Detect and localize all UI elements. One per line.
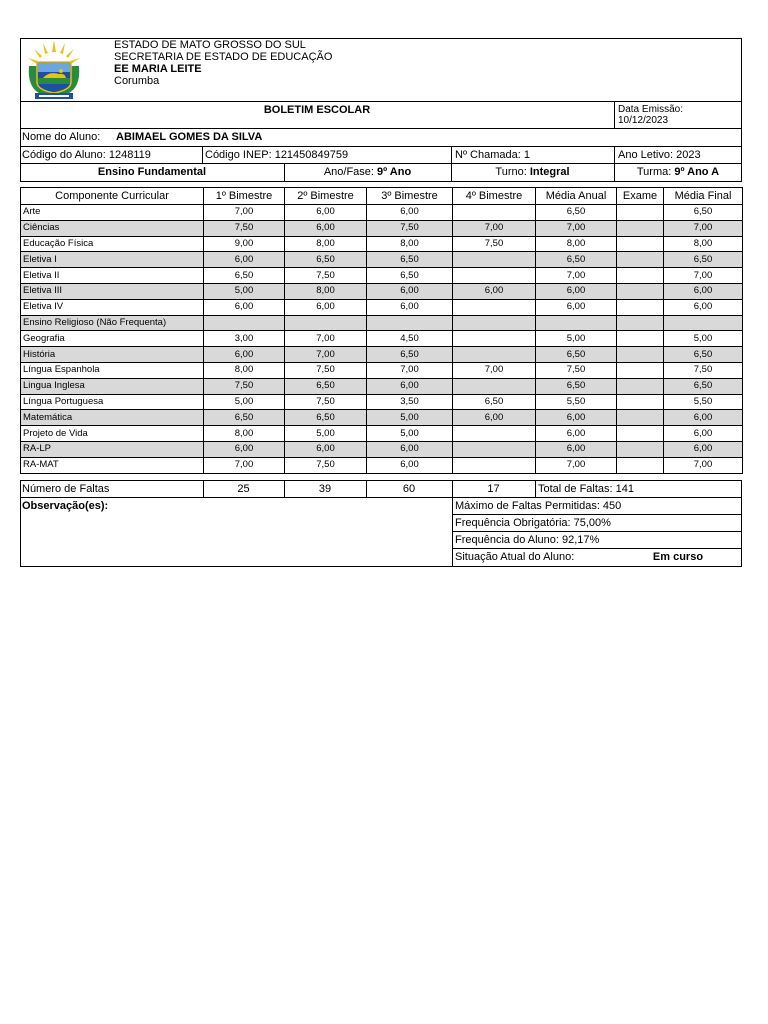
grade-cell: 6,00 [664, 441, 743, 457]
student-attendance: Frequência do Aluno: 92,17% [455, 534, 600, 546]
grade-cell: 7,50 [204, 378, 285, 394]
col-header: Exame [617, 188, 664, 205]
grade-cell: 5,00 [367, 410, 453, 426]
grade-cell: 5,00 [664, 331, 743, 347]
grade-cell: 6,00 [453, 410, 536, 426]
col-header: 3º Bimestre [367, 188, 453, 205]
grade-cell: 6,00 [664, 283, 743, 299]
grade-cell [284, 166, 451, 179]
state-crest-logo [21, 38, 87, 102]
grade-cell [617, 362, 664, 378]
status-label: Situação Atual do Aluno: [455, 551, 575, 563]
grade-cell: 6,50 [204, 268, 285, 284]
grade-cell [536, 315, 617, 331]
grade-cell: 7,50 [285, 362, 367, 378]
grade-cell: 6,00 [204, 441, 285, 457]
grade-cell: 6,00 [367, 283, 453, 299]
grade-cell: 7,50 [536, 362, 617, 378]
subject-name: Eletiva IV [21, 299, 204, 315]
grade-cell: 7,00 [204, 457, 285, 473]
subject-name: Língua Portuguesa [21, 394, 204, 410]
col-header: Componente Curricular [21, 188, 204, 205]
grade-cell: 6,00 [285, 220, 367, 236]
table-row [21, 394, 743, 410]
student-name: ABIMAEL GOMES DA SILVA [116, 131, 263, 143]
grade-cell [617, 410, 664, 426]
grade-cell: 6,00 [367, 299, 453, 315]
report-title: BOLETIM ESCOLAR [263, 104, 371, 116]
grades-table [20, 187, 743, 474]
absences-q3: 60 [402, 483, 416, 495]
table-row [21, 378, 743, 394]
absences-q1: 25 [237, 483, 250, 495]
grade-cell: 6,00 [664, 426, 743, 442]
grade-cell: 6,00 [204, 299, 285, 315]
absences-label: Número de Faltas [22, 483, 110, 495]
grade-cell: 6,00 [536, 410, 617, 426]
grade-cell [367, 315, 453, 331]
grade-cell: 7,00 [536, 268, 617, 284]
grade-cell: 6,50 [285, 378, 367, 394]
col-header: 4º Bimestre [453, 188, 536, 205]
grade-cell: 5,50 [664, 394, 743, 410]
grade-cell: 6,50 [204, 410, 285, 426]
grade-cell: 6,50 [367, 347, 453, 363]
col-header: Média Anual [536, 188, 617, 205]
grade-cell: 3,00 [204, 331, 285, 347]
subject-name: Educação Física [21, 236, 204, 252]
grade-cell: 6,00 [367, 378, 453, 394]
grade-cell [453, 378, 536, 394]
subject-name: RA-LP [21, 441, 204, 457]
grade-cell [617, 315, 664, 331]
grade-cell [617, 347, 664, 363]
table-row [21, 362, 743, 378]
table-row [21, 236, 743, 252]
header-secretariat: SECRETARIA DE ESTADO DE EDUCAÇÃO [114, 51, 333, 63]
grade-cell: 8,00 [367, 236, 453, 252]
table-row [21, 315, 743, 331]
table-row [21, 283, 743, 299]
education-level: Ensino Fundamental [97, 166, 207, 178]
grade-cell: 6,50 [367, 268, 453, 284]
grade-cell: 7,50 [367, 220, 453, 236]
subject-name: Eletiva II [21, 268, 204, 284]
grade-cell [617, 252, 664, 268]
grade-cell: 7,00 [664, 220, 743, 236]
grade-cell: 5,00 [536, 331, 617, 347]
header-school: EE MARIA LEITE [114, 63, 202, 75]
grade-cell: 7,50 [285, 394, 367, 410]
grade-cell: 7,00 [285, 331, 367, 347]
student-code: Código do Aluno: 1248119 [22, 149, 151, 161]
subject-name: RA-MAT [21, 457, 204, 473]
subject-name: Língua Espanhola [21, 362, 204, 378]
grade-cell [617, 220, 664, 236]
grade-cell: 5,50 [536, 394, 617, 410]
grade-cell: 8,00 [536, 236, 617, 252]
grade-cell: 7,50 [204, 220, 285, 236]
subject-name: Geografia [21, 331, 204, 347]
grade-cell: 6,50 [664, 378, 743, 394]
subject-name: Eletiva I [21, 252, 204, 268]
grade-value: 9º Ano [377, 166, 412, 178]
grade-cell: 6,00 [285, 299, 367, 315]
table-row [21, 220, 743, 236]
grade-cell [453, 347, 536, 363]
grade-cell: 5,00 [285, 426, 367, 442]
grade-cell: 6,00 [536, 426, 617, 442]
grade-cell: 8,00 [204, 362, 285, 378]
grade-cell: 6,50 [536, 205, 617, 221]
grade-cell: 6,00 [285, 205, 367, 221]
grade-cell: 7,00 [536, 220, 617, 236]
subject-name: Eletiva III [21, 283, 204, 299]
grade-cell: 6,00 [536, 441, 617, 457]
grade-cell: 6,00 [664, 299, 743, 315]
table-row [21, 331, 743, 347]
table-row [21, 252, 743, 268]
observations-label: Observação(es): [22, 500, 109, 512]
required-attendance: Frequência Obrigatória: 75,00% [455, 517, 611, 529]
absences-q4: 17 [487, 483, 500, 495]
grade-cell: 9,00 [204, 236, 285, 252]
header-city: Corumba [114, 75, 160, 87]
grade-cell [617, 299, 664, 315]
grade-cell [453, 457, 536, 473]
grade-cell: 6,00 [204, 347, 285, 363]
subject-name: Arte [21, 205, 204, 221]
grade-cell: 6,50 [453, 394, 536, 410]
grade-label: Ano/Fase: [323, 166, 374, 178]
grade-cell [617, 441, 664, 457]
grade-cell: 5,00 [204, 394, 285, 410]
table-row [21, 205, 743, 221]
grade-cell [617, 268, 664, 284]
grade-cell [617, 205, 664, 221]
grade-cell: 8,00 [285, 283, 367, 299]
grade-cell [453, 252, 536, 268]
grade-cell: 7,50 [453, 236, 536, 252]
subject-name: Lingua Inglesa [21, 378, 204, 394]
class-cell [614, 166, 742, 179]
grade-cell [453, 331, 536, 347]
table-row [21, 268, 743, 284]
grade-cell: 7,00 [453, 220, 536, 236]
grade-cell: 6,00 [453, 283, 536, 299]
grade-cell: 7,00 [453, 362, 536, 378]
absences-total: Total de Faltas: 141 [538, 483, 635, 495]
table-row [21, 299, 743, 315]
subject-name: Projeto de Vida [21, 426, 204, 442]
grade-cell [453, 268, 536, 284]
table-row [21, 457, 743, 473]
grade-cell: 6,00 [367, 441, 453, 457]
grade-cell: 6,50 [285, 252, 367, 268]
grade-cell: 6,00 [664, 410, 743, 426]
grade-cell: 6,50 [536, 252, 617, 268]
student-name-label: Nome do Aluno: [22, 131, 101, 143]
grade-cell: 6,00 [285, 441, 367, 457]
emission-label: Data Emissão: [618, 104, 684, 115]
grade-cell: 7,00 [664, 457, 743, 473]
emission-date: 10/12/2023 [618, 115, 669, 126]
inep-code: Código INEP: 121450849759 [205, 149, 349, 161]
grade-cell [617, 426, 664, 442]
grade-cell: 7,00 [536, 457, 617, 473]
grade-cell: 6,00 [367, 205, 453, 221]
grade-cell [285, 315, 367, 331]
grade-cell: 6,50 [664, 347, 743, 363]
table-row [21, 426, 743, 442]
subject-name: História [21, 347, 204, 363]
grade-cell [453, 315, 536, 331]
grade-cell [453, 299, 536, 315]
absences-q2: 39 [318, 483, 332, 495]
class-value: 9º Ano A [674, 166, 720, 178]
grade-cell: 6,50 [536, 347, 617, 363]
table-row [21, 441, 743, 457]
grade-cell: 7,50 [664, 362, 743, 378]
table-row [21, 410, 743, 426]
grade-cell: 7,50 [285, 268, 367, 284]
grades-body [21, 205, 743, 474]
shift-cell [451, 166, 614, 179]
col-header: 1º Bimestre [204, 188, 285, 205]
subject-name: Ciências [21, 220, 204, 236]
grade-cell: 4,50 [367, 331, 453, 347]
header-state: ESTADO DE MATO GROSSO DO SUL [114, 39, 306, 51]
grade-cell: 7,00 [285, 347, 367, 363]
grade-cell [617, 283, 664, 299]
grade-cell [453, 205, 536, 221]
grade-cell: 7,00 [367, 362, 453, 378]
grade-cell: 6,50 [285, 410, 367, 426]
max-absences: Máximo de Faltas Permitidas: 450 [455, 500, 622, 512]
status-value: Em curso [652, 551, 704, 563]
grade-cell: 8,00 [664, 236, 743, 252]
grade-cell: 6,00 [536, 283, 617, 299]
grades-header-row [21, 188, 743, 205]
grade-cell: 8,00 [285, 236, 367, 252]
grade-cell [617, 331, 664, 347]
grade-cell [617, 236, 664, 252]
grade-cell: 6,00 [367, 457, 453, 473]
grade-cell: 6,00 [536, 299, 617, 315]
grade-cell [617, 457, 664, 473]
grade-cell [617, 394, 664, 410]
grade-cell: 7,00 [204, 205, 285, 221]
grade-cell: 6,00 [204, 252, 285, 268]
grade-cell: 6,50 [367, 252, 453, 268]
class-label: Turma: [636, 166, 672, 178]
grade-cell: 5,00 [204, 283, 285, 299]
col-header: 2º Bimestre [285, 188, 367, 205]
table-row [21, 347, 743, 363]
col-header: Média Final [664, 188, 743, 205]
grade-cell [204, 315, 285, 331]
subject-name: Matemática [21, 410, 204, 426]
grade-cell: 6,50 [536, 378, 617, 394]
grade-cell [617, 378, 664, 394]
grade-cell: 8,00 [204, 426, 285, 442]
call-number: Nº Chamada: 1 [455, 149, 530, 161]
grade-cell: 5,00 [367, 426, 453, 442]
grade-cell [664, 315, 743, 331]
grade-cell: 3,50 [367, 394, 453, 410]
grade-cell: 6,50 [664, 205, 743, 221]
subject-name: Ensino Religioso (Não Frequenta) [21, 315, 204, 331]
shift-value: Integral [529, 166, 570, 178]
grade-cell: 6,50 [664, 252, 743, 268]
grade-cell: 7,50 [285, 457, 367, 473]
grade-cell: 7,00 [664, 268, 743, 284]
grade-cell [453, 441, 536, 457]
grade-cell [453, 426, 536, 442]
school-year: Ano Letivo: 2023 [618, 149, 701, 161]
shift-label: Turno: [495, 166, 527, 178]
